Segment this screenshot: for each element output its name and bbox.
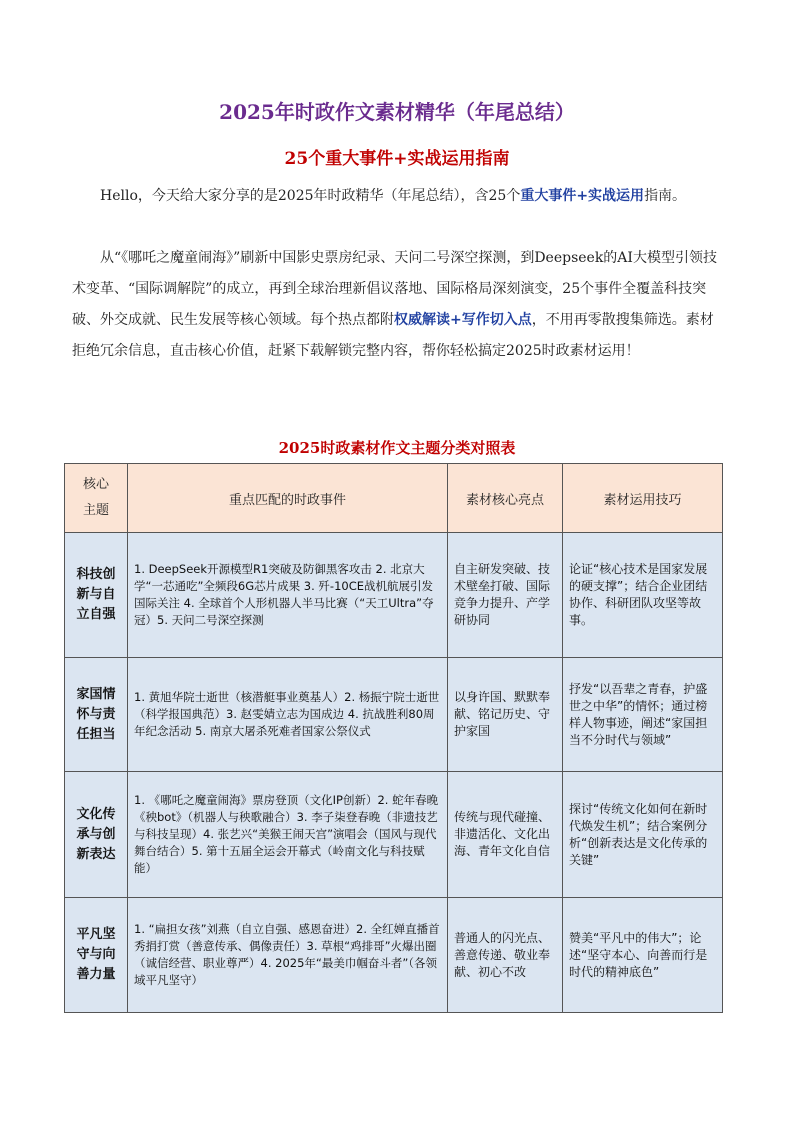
- row-tips: 论证“核心技术是国家发展的硬支撑”；结合企业团结协作、科研团队攻坚等故事。: [563, 533, 723, 658]
- row-tips: 赞美“平凡中的伟大”；论述“坚守本心、向善而行是时代的精神底色”: [563, 898, 723, 1013]
- row-events: 1. 黄旭华院士逝世（核潜艇事业奠基人）2. 杨振宁院士逝世（科学报国典范）3. 赵雯婧立志为国成边 4. 抗战胜利80周年纪念活动 5. 南京大屠杀死难者国家公祭仪式: [128, 658, 448, 772]
- row-highlights: 传统与现代碰撞、非遗活化、文化出海、青年文化自信: [448, 772, 563, 898]
- row-theme: 科技创新与自立自强: [65, 533, 128, 658]
- intro-paragraph-2: [72, 243, 722, 367]
- table-row: [65, 533, 723, 658]
- row-theme: 家国情怀与责任担当: [65, 658, 128, 772]
- row-events: 1. DeepSeek开源模型R1突破及防御黑客攻击 2. 北京大学“一芯通吃”全频段6G芯片成果 3. 歼-10CE战机航展引发国际关注 4. 全球首个人形机器人半马比赛（“天工Ultra”夺冠）5. 天问二号深空探测: [128, 533, 448, 658]
- header-highlights: 素材核心亮点: [448, 464, 563, 533]
- header-core-line2: 主题: [82, 503, 109, 518]
- intro-p1-highlight: 重大事件+实战运用: [520, 188, 645, 204]
- page-title: 2025年时政作文素材精华（年尾总结）: [219, 100, 575, 124]
- row-theme: 文化传承与创新表达: [65, 772, 128, 898]
- intro-p1-text: Hello，今天给大家分享的是2025年时政精华（年尾总结），含25个: [100, 188, 521, 204]
- row-events: 1. 《哪吒之魔童闹海》票房登顶（文化IP创新）2. 蛇年春晚《秧bot》（机器人与秧歌融合）3. 李子柒登春晚（非遗技艺与科技呈现）4. 张艺兴“美猴王闹天宫”演唱会（国风与现代舞台结合）5. 第十五届全运会开幕式（岭南文化与科技赋能）: [128, 772, 448, 898]
- row-highlights: 以身许国、默默奉献、铭记历史、守护家国: [448, 658, 563, 772]
- page-subtitle: 25个重大事件+实战运用指南: [284, 149, 510, 169]
- header-core-theme: [65, 464, 128, 533]
- intro-p1-end: 指南。: [644, 188, 687, 204]
- row-theme: 平凡坚守与向善力量: [65, 898, 128, 1013]
- header-tips: 素材运用技巧: [563, 464, 723, 533]
- table-row: [65, 658, 723, 772]
- row-tips: 抒发“以吾辈之青春，护盛世之中华”的情怀；通过榜样人物事迹，阐述“家国担当不分时代与领域”: [563, 658, 723, 772]
- row-highlights: 普通人的闪光点、善意传递、敬业奉献、初心不改: [448, 898, 563, 1013]
- row-highlights: 自主研发突破、技术壁垒打破、国际竞争力提升、产学研协同: [448, 533, 563, 658]
- table-header-row: [65, 464, 723, 533]
- table-row: [65, 772, 723, 898]
- row-events: 1. “扁担女孩”刘燕（自立自强、感恩奋进）2. 全红婵直播首秀捐打赏（善意传承、偶像责任）3. 草根“鸡排哥”火爆出圈（诚信经营、职业尊严）4. 2025年“最美巾帼奋斗者”（各领域平凡坚守）: [128, 898, 448, 1013]
- intro-paragraph-1: [72, 181, 722, 212]
- header-events: 重点匹配的时政事件: [128, 464, 448, 533]
- table-title: 2025时政素材作文主题分类对照表: [278, 439, 516, 457]
- row-tips: 探讨“传统文化如何在新时代焕发生机”；结合案例分析“创新表达是文化传承的关键”: [563, 772, 723, 898]
- table-row: [65, 898, 723, 1013]
- intro-p2-highlight: 权威解读+写作切入点: [394, 312, 532, 328]
- intro-p2-text: 从“《哪吒之魔童闹海》”刷新中国影史票房纪录、天问二号深空探测，到Deepseek的AI大模型引领技术变革、“国际调解院”的成立，再到全球治理新倡议落地、国际格局深刻演变，25个事件全覆盖科技突破、外交成就、民生发展等核心领域。每个热点都附: [72, 250, 717, 328]
- intro-p2-end: ，不用再零散搜集筛选。素材拒绝冗余信息，直击核心价值，赶紧下载解锁完整内容，帮你轻松搞定2025时政素材运用！: [72, 312, 714, 359]
- theme-table: [64, 463, 723, 1013]
- header-core-line1: 核心: [82, 477, 109, 492]
